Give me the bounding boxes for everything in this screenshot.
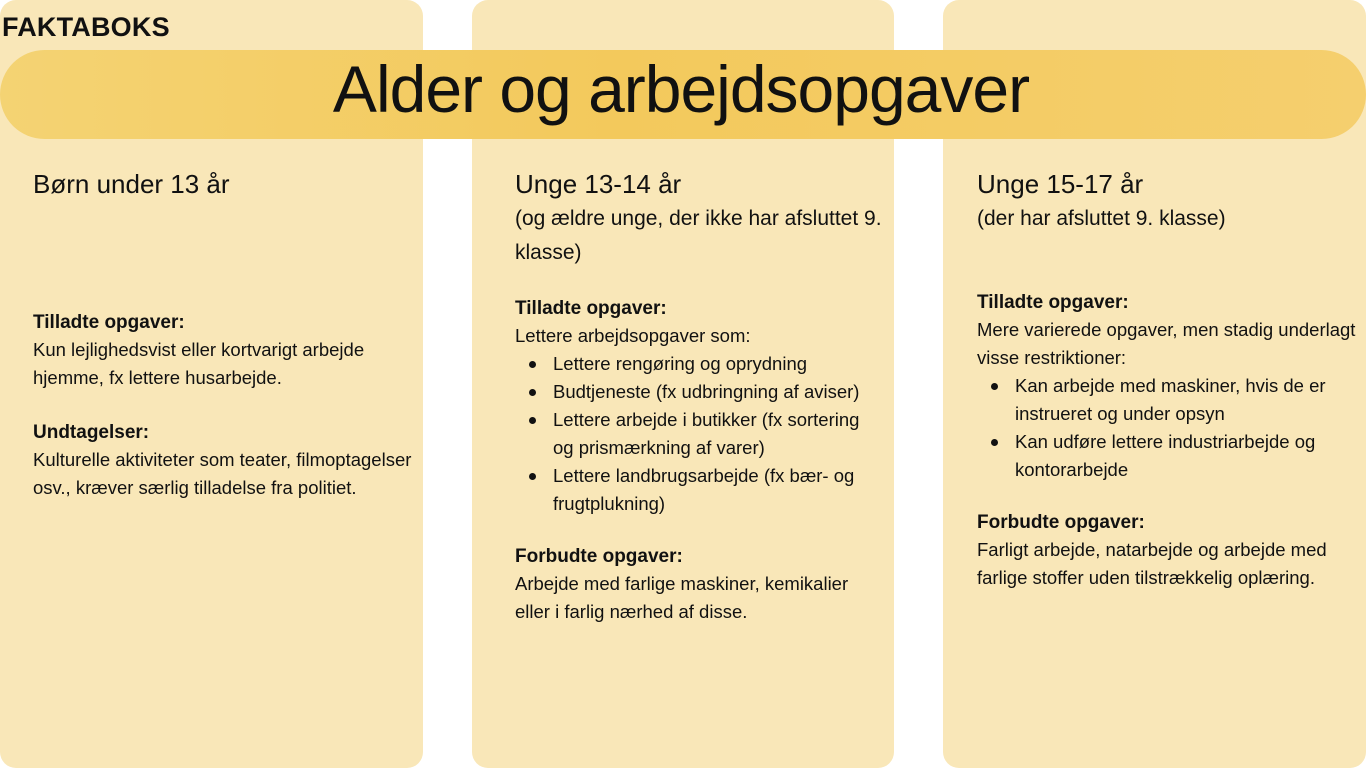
faktaboks-label: FAKTABOKS <box>2 12 170 42</box>
column-content-young-13-14 <box>515 168 885 626</box>
bullet-dot-icon <box>529 389 536 396</box>
allowed-tasks-intro: Mere varierede opgaver, men stadig underlagt visse restriktioner: <box>977 319 1356 368</box>
allowed-tasks-text: Kun lejlighedsvist eller kortvarigt arbejde hjemme, fx lettere husarbejde. <box>33 339 365 388</box>
list-item <box>977 372 1357 428</box>
column-content-young-15-17 <box>977 168 1357 592</box>
column-heading: Børn under 13 år <box>33 169 230 199</box>
list-item-text: Kan arbejde med maskiner, hvis de er instrueret og under opsyn <box>1015 375 1326 424</box>
list-item-text: Lettere landbrugsarbejde (fx bær- og frugtplukning) <box>553 465 855 514</box>
list-item <box>977 428 1357 484</box>
bullet-dot-icon <box>529 361 536 368</box>
allowed-tasks-title: Tilladte opgaver: <box>515 298 667 319</box>
bullet-dot-icon <box>529 417 536 424</box>
allowed-tasks-title: Tilladte opgaver: <box>977 292 1129 313</box>
list-item-text: Lettere arbejde i butikker (fx sortering og prismærkning af varer) <box>553 409 860 458</box>
list-item <box>515 350 885 378</box>
list-item <box>515 462 885 518</box>
column-subheading: (der har afsluttet 9. klasse) <box>977 207 1226 230</box>
exceptions-title: Undtagelser: <box>33 422 150 443</box>
allowed-tasks-list <box>515 350 885 518</box>
title-banner <box>0 50 1366 139</box>
forbidden-tasks-title: Forbudte opgaver: <box>515 546 683 567</box>
bullet-dot-icon <box>991 439 998 446</box>
allowed-tasks-list <box>977 372 1357 484</box>
allowed-tasks-title: Tilladte opgaver: <box>33 312 185 333</box>
list-item-text: Lettere rengøring og oprydning <box>553 353 808 374</box>
column-subheading: (og ældre unge, der ikke har afsluttet 9. klasse) <box>515 207 882 264</box>
exceptions-text: Kulturelle aktiviteter som teater, filmoptagelser osv., kræver særlig tilladelse fra politiet. <box>33 449 412 498</box>
column-content-children <box>33 168 413 502</box>
bullet-dot-icon <box>529 473 536 480</box>
forbidden-tasks-title: Forbudte opgaver: <box>977 512 1145 533</box>
allowed-tasks-intro: Lettere arbejdsopgaver som: <box>515 325 751 346</box>
list-item-text: Budtjeneste (fx udbringning af aviser) <box>553 381 860 402</box>
forbidden-tasks-text: Farligt arbejde, natarbejde og arbejde med farlige stoffer uden tilstrækkelig oplæring. <box>977 539 1327 588</box>
column-heading: Unge 15-17 år <box>977 169 1144 199</box>
column-heading: Unge 13-14 år <box>515 169 682 199</box>
list-item <box>515 378 885 406</box>
bullet-dot-icon <box>991 383 998 390</box>
list-item <box>515 406 885 462</box>
list-item-text: Kan udføre lettere industriarbejde og kontorarbejde <box>1015 431 1316 480</box>
page-title: Alder og arbejdsopgaver <box>332 51 1030 126</box>
forbidden-tasks-text: Arbejde med farlige maskiner, kemikalier eller i farlig nærhed af disse. <box>515 573 849 622</box>
